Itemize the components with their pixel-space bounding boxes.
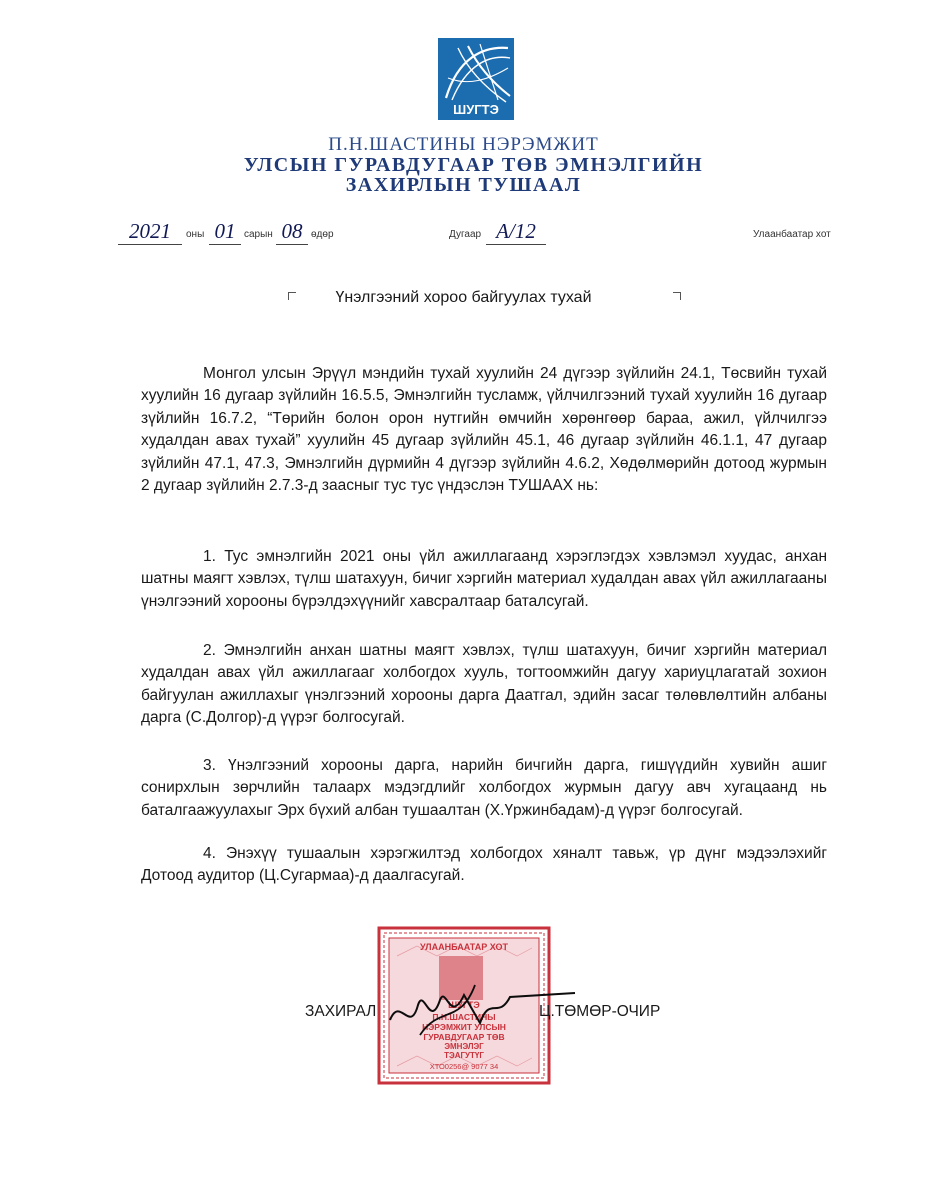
subject-line: Үнэлгээний хороо байгуулах тухай bbox=[335, 289, 592, 306]
number-label: Дугаар bbox=[449, 229, 482, 240]
month-label: сарын bbox=[244, 229, 273, 240]
signatory-title: ЗАХИРАЛ bbox=[305, 1003, 377, 1020]
order-item-1: 1. Тус эмнэлгийн 2021 оны үйл ажиллагаанд хэрэглэгдэх хэвлэмэл хуудас, анхан шатны маягт хэвлэх, түлш шатахуун, бичиг хэргийн материал худалдан авах үйл ажиллагааны үнэлгээний хорооны бүрэлдэхүүнийг хавсралтаар баталсугай. bbox=[141, 548, 827, 610]
document-title: ЗАХИРЛЫН ТУШААЛ bbox=[345, 174, 582, 196]
hospital-name: УЛСЫН ГУРАВДУГААР ТӨВ ЭМНЭЛГИЙН bbox=[243, 154, 704, 176]
date-day: 08 bbox=[276, 219, 308, 245]
stamp-code: ХТО0256@ 9077 34 bbox=[429, 1062, 499, 1071]
order-item-4: 4. Энэхүү тушаалын хэрэгжилтэд холбогдох хяналт тавьж, үр дүнг мэдээлэхийг Дотоод аудитор (Ц.Сугармаа)-д даалгасугай. bbox=[141, 845, 827, 885]
order-item-2: 2. Эмнэлгийн анхан шатны маягт хэвлэх, түлш шатахуун, бичиг хэргийн материал худалдан авах үйл ажиллагааг холбогдох хууль, тогтоомжийн дагуу хариуцлагатай зохион байгуулан ажиллахыг үнэлгээний хорооны дарга Даатгал, эдийн засаг төлөвлөлтийн албаны дарга (С.Долгор)-д үүрэг болгосугай. bbox=[141, 642, 827, 727]
stamp-line-5: ТЭАГУТҮГ bbox=[444, 1051, 484, 1060]
logo-text: ШУГТЭ bbox=[453, 102, 499, 117]
city-label: Улаанбаатар хот bbox=[753, 229, 831, 240]
year-label: оны bbox=[186, 229, 205, 240]
document-number: А/12 bbox=[486, 219, 546, 245]
hospital-logo bbox=[438, 38, 514, 120]
stamp-line-2: НЭРЭМЖИТ УЛСЫН bbox=[422, 1022, 506, 1032]
preamble-paragraph: Монгол улсын Эрүүл мэндийн тухай хуулийн 24 дүгээр зүйлийн 24.1, Төсвийн тухай хуулийн 16 дугаар зүйлийн 16.5.5, Эмнэлгийн тусламж, үйлчилгээний тухай хуулийн 16 дугаар зүйлийн 16.7.2, “Төрийн болон орон нутгийн өмчийн хөрөнгөөр бараа, ажил, үйлчилгээ худалдан авах тухай” хуулийн 45 дугаар зүйлийн 45.1, 46 дугаар зүйлийн 46.1.1, 47 дугаар зүйлийн 47.1, 47.3, Эмнэлгийн дүрмийн 4 дүгээр зүйлийн 4.6.2, Хөдөлмөрийн дотоод журмын 2 дугаар зүйлийн 2.7.3-д заасныг тус тус үндэслэн ТУШААХ нь: bbox=[141, 365, 827, 495]
stamp-city: УЛААНБААТАР ХОТ bbox=[420, 942, 508, 952]
handwritten-signature bbox=[380, 975, 580, 1045]
day-label: өдөр bbox=[311, 229, 334, 240]
stamp-line-3: ГУРАВДУГААР ТӨВ bbox=[423, 1032, 505, 1042]
stamp-line-4: ЭМНЭЛЭГ bbox=[444, 1042, 484, 1051]
stamp-logo-text: ШУГТЭ bbox=[448, 1000, 480, 1010]
subject-bracket-right bbox=[673, 292, 681, 300]
date-year: 2021 bbox=[118, 219, 182, 245]
signatory-name: Ц.ТӨМӨР-ОЧИР bbox=[539, 1003, 661, 1020]
stamp-line-1: П.Н.ШАСТИНЫ bbox=[432, 1012, 496, 1022]
org-name-line: П.Н.ШАСТИНЫ НЭРЭМЖИТ bbox=[328, 134, 599, 155]
order-item-3: 3. Үнэлгээний хорооны дарга, нарийн бичгийн дарга, гишүүдийн хувийн ашиг сонирхлын зөрчлийн талаарх мэдэгдлийг холбогдох журмын дагуу авч хугацаанд нь баталгаажуулахыг Эрх бүхий албан тушаалтан (Х.Үржинбадам)-д үүрэг болгосугай. bbox=[141, 757, 827, 819]
date-month: 01 bbox=[209, 219, 241, 245]
